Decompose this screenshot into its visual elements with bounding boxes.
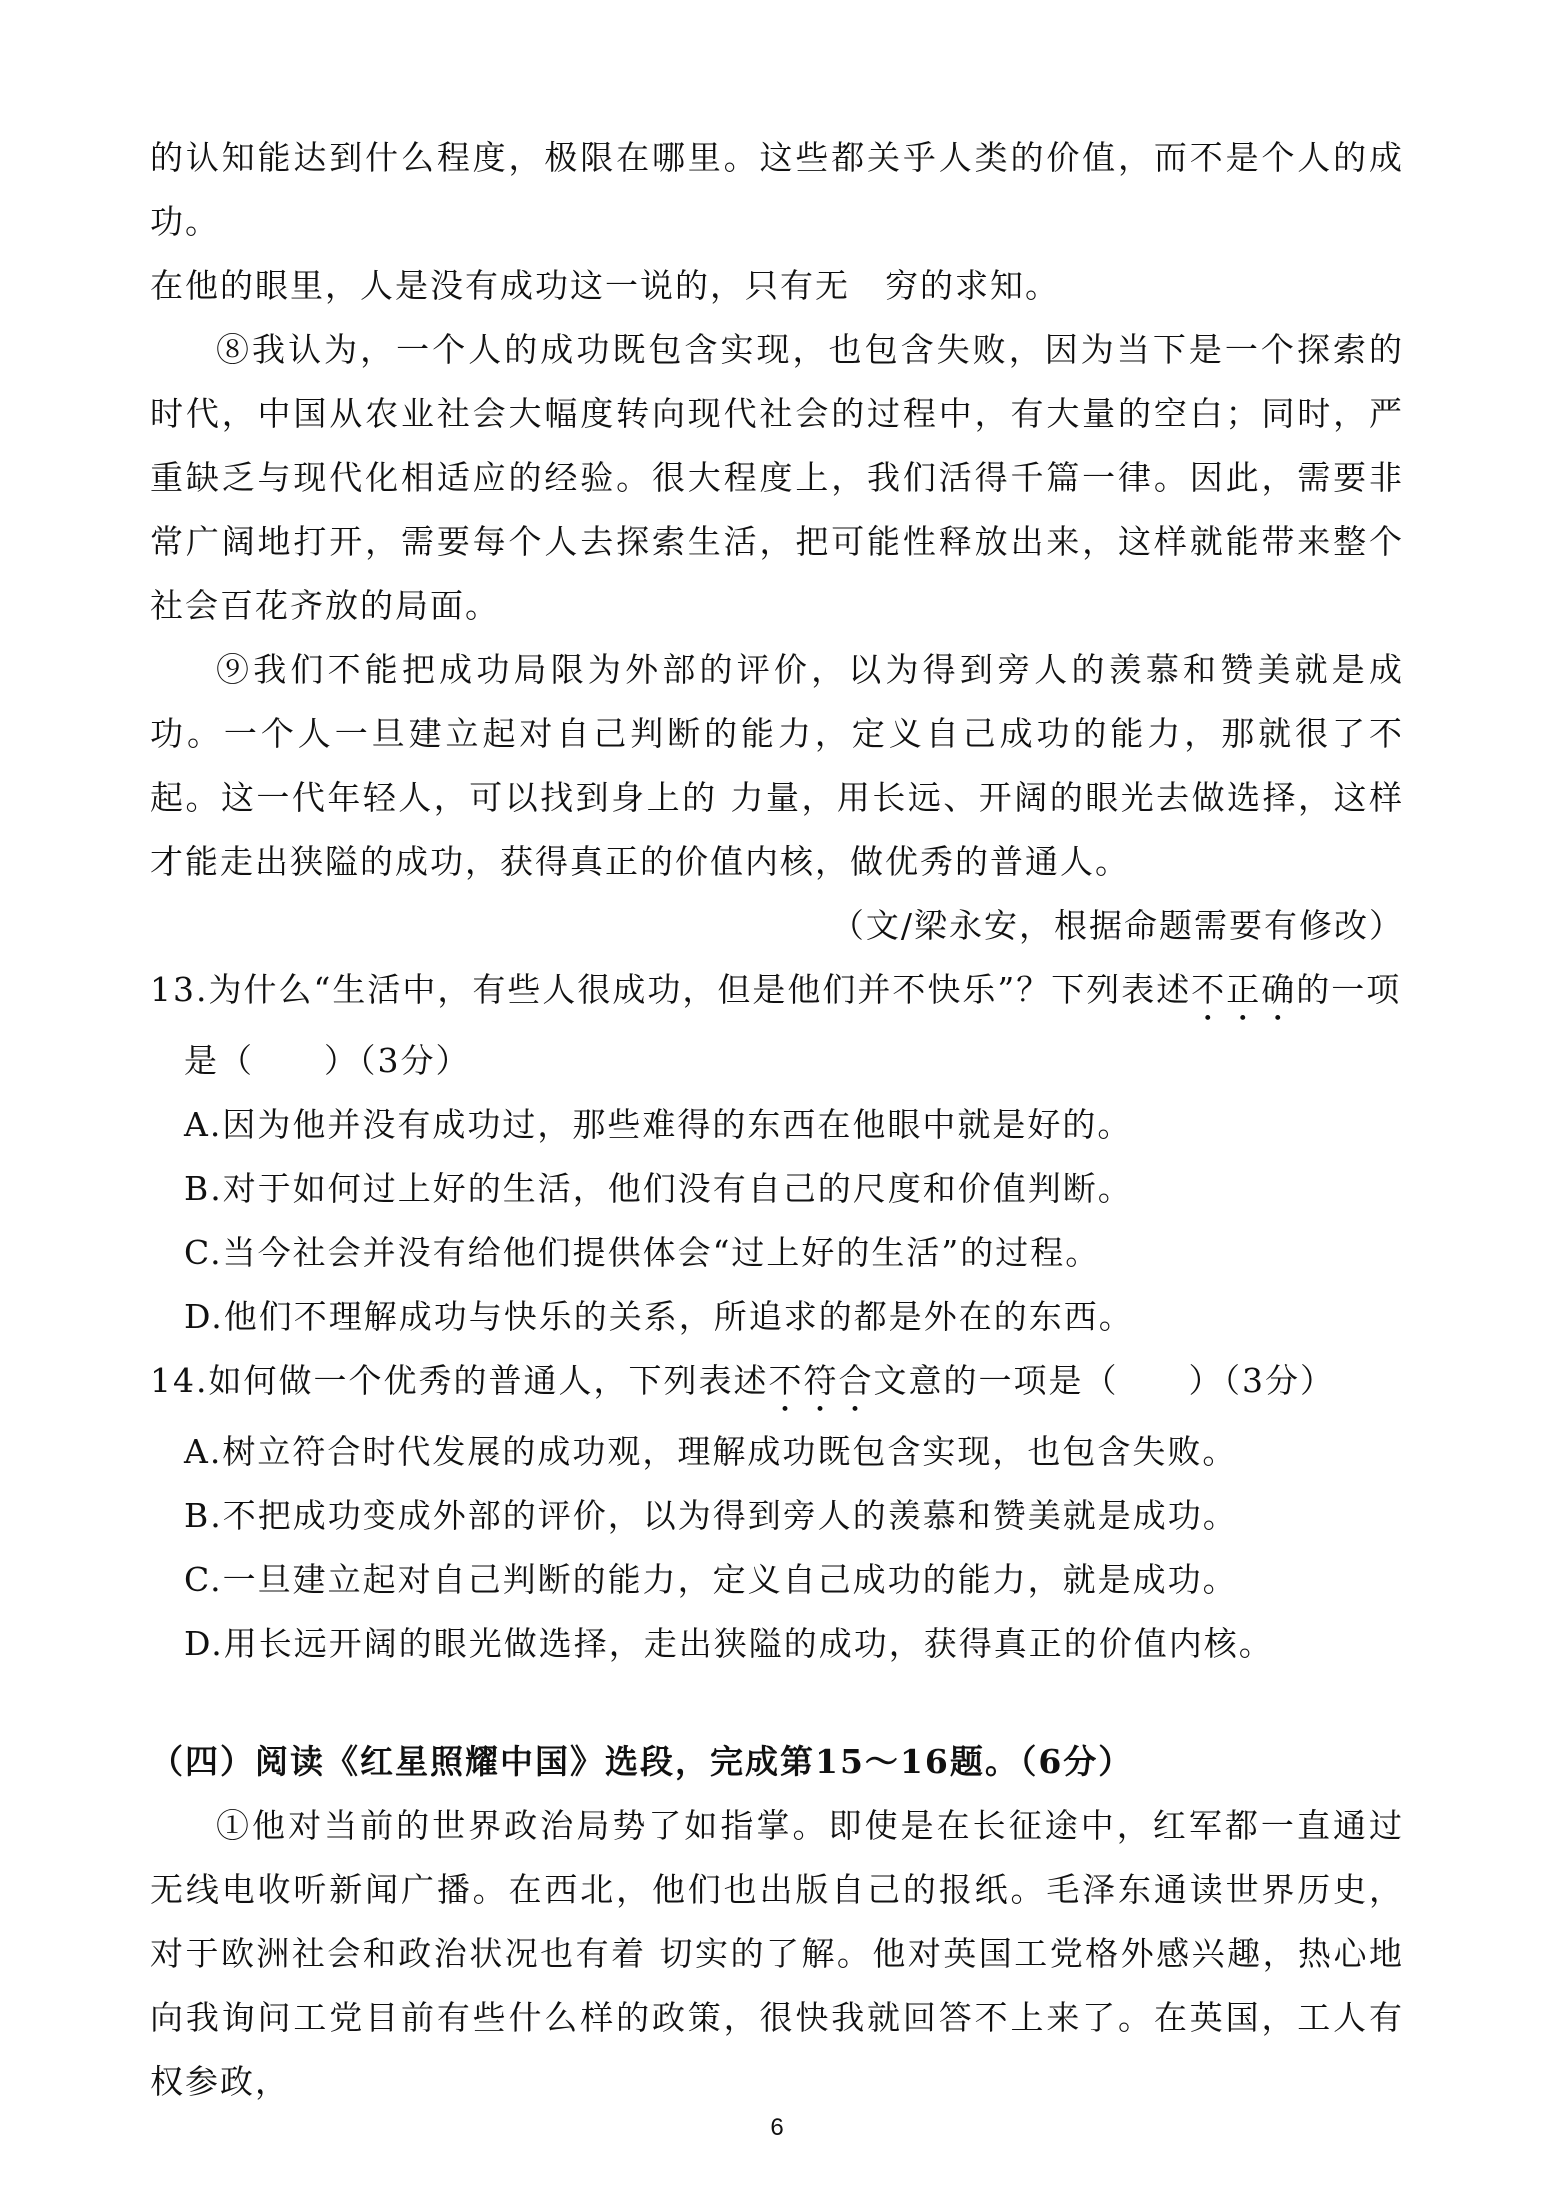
question-13-stem-text: 13.为什么“生活中，有些人很成功，但是他们并不快乐”？下列表述 (150, 970, 1192, 1009)
exam-text-column (150, 126, 1404, 2114)
section-4-title: （四）阅读《红星照耀中国》选段，完成第15～16题。（6分） (150, 1742, 1134, 1781)
question-14-option-c: C.一旦建立起对自己判断的能力，定义自己成功的能力，就是成功。 (184, 1560, 1238, 1599)
question-14-emphasis: 不符合 (768, 1361, 874, 1400)
question-13-stem-cont: 是（ ）（3分） (184, 1041, 471, 1080)
question-14-stem (150, 1349, 1404, 1420)
question-13-option-a: A.因为他并没有成功过，那些难得的东西在他眼中就是好的。 (184, 1105, 1133, 1144)
question-14-option-b: B.不把成功变成外部的评价，以为得到旁人的羡慕和赞美就是成功。 (184, 1496, 1238, 1535)
question-14-stem-text: 文意的一项是（ ）（3分） (873, 1361, 1335, 1400)
section-gap (150, 1676, 1404, 1730)
paragraph-9: ⑨我们不能把成功局限为外部的评价，以为得到旁人的羡慕和赞美就是成功。一个人一旦建立起对自己判断的能力，定义自己成功的能力，那就很了不起。这一代年轻人，可以找到身上的 力量，用长远、开阔的眼光去做选择，这样才能走出狭隘的成功，获得真正的价值内核，做优秀的普通人。 (150, 650, 1404, 881)
question-14-option-d: D.用长远开阔的眼光做选择，走出狭隘的成功，获得真正的价值内核。 (184, 1624, 1274, 1663)
passage-line: 的认知能达到什么程度，极限在哪里。这些都关乎人类的价值，而不是个人的成功。 (150, 138, 1404, 241)
question-13-option-b: B.对于如何过上好的生活，他们没有自己的尺度和价值判断。 (184, 1169, 1133, 1208)
question-13-option-d: D.他们不理解成功与快乐的关系，所追求的都是外在的东西。 (184, 1297, 1134, 1336)
question-13-stem (150, 958, 1404, 1029)
paragraph-8: ⑧我认为，一个人的成功既包含实现，也包含失败，因为当下是一个探索的时代，中国从农业社会大幅度转向现代社会的过程中，有大量的空白；同时，严重缺乏与现代化相适应的经验。很大程度上，我们活得千篇一律。因此，需要非常广阔地打开，需要每个人去探索生活，把可能性释放出来，这样就能带来整个社会百花齐放的局面。 (150, 330, 1404, 625)
question-14-option-a: A.树立符合时代发展的成功观，理解成功既包含实现，也包含失败。 (184, 1432, 1238, 1471)
question-13-emphasis: 不正确 (1191, 970, 1297, 1009)
question-13-stem-text: 的一项 (1296, 970, 1402, 1009)
passage-source: （文/梁永安，根据命题需要有修改） (830, 906, 1404, 945)
section-4-paragraph-1: ①他对当前的世界政治局势了如指掌。即使是在长征途中，红军都一直通过无线电收听新闻广播。在西北，他们也出版自己的报纸。毛泽东通读世界历史，对于欧洲社会和政治状况也有着 切实的了解。他对英国工党格外感兴趣，热心地向我询问工党目前有些什么样的政策，很快我就回答不上来了。在英国，工人有权参政， (150, 1806, 1404, 2101)
question-14-stem-text: 14.如何做一个优秀的普通人，下列表述 (150, 1361, 769, 1400)
page-number: 6 (770, 2114, 784, 2141)
question-13-option-c: C.当今社会并没有给他们提供体会“过上好的生活”的过程。 (184, 1233, 1101, 1272)
passage-line: 在他的眼里，人是没有成功这一说的，只有无 穷的求知。 (150, 266, 1060, 305)
